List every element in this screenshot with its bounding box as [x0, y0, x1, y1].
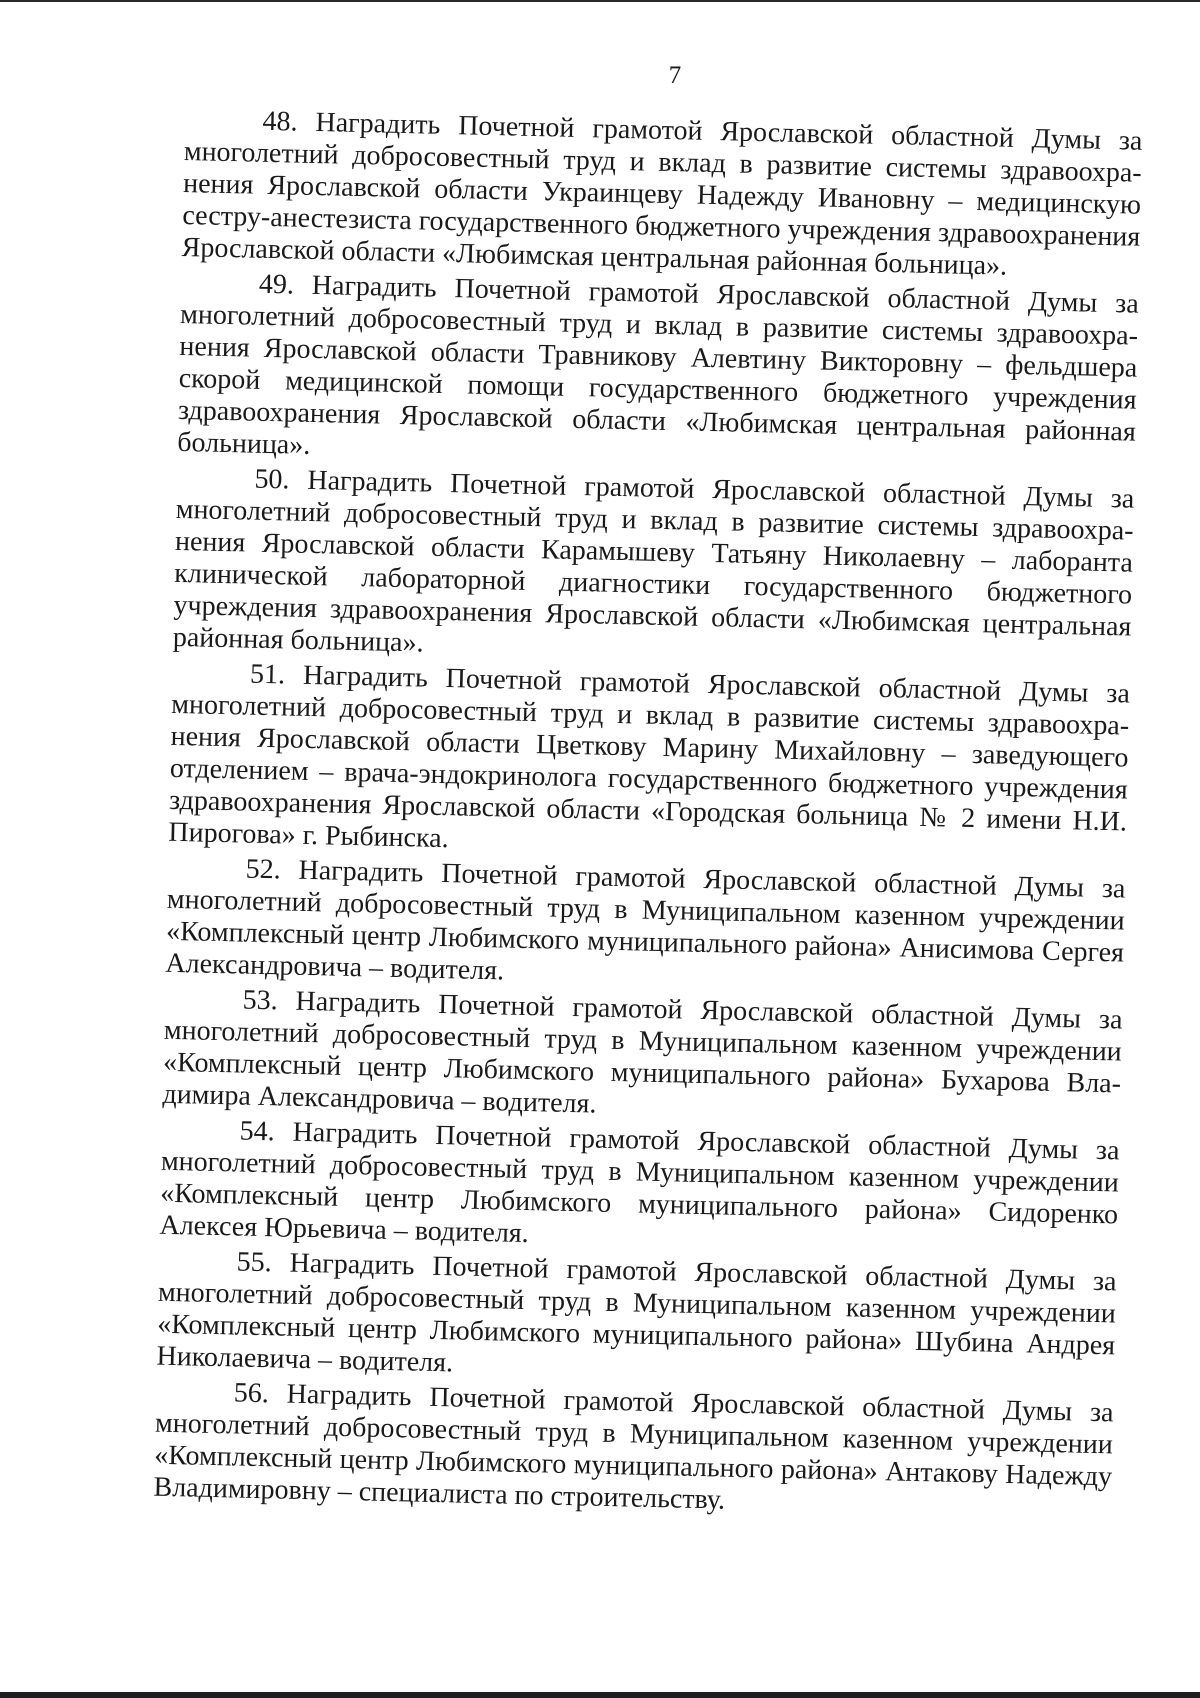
paragraph-55: 55. Наградить Почетной грамотой Ярославской областной Думы за многолетний добросовестный труд в Муниципальном казенном учреждении «Комплексный центр Любимского муниципального района» Шубина Андрея Николаевича – водителя. — [156, 1246, 1117, 1379]
scan-edge-bottom — [0, 1692, 1200, 1698]
paragraph-49: 49. Наградить Почетной грамотой Ярославской областной Думы за многолетний добросовестный труд и вклад в развитие системы здравоохранения Ярославской области Травникову Алевтину Викторовну – фельдшера скорой медицинской помощи государственного бюджетного учреждения здравоохранения Ярославской области «Любимская центральная районная больница». — [176, 268, 1140, 461]
paragraph-52: 52. Наградить Почетной грамотой Ярославской областной Думы за многолетний добросовестный труд в Муниципальном казенном учреждении «Комплексный центр Любимского муниципального района» Анисимова Сергея Александровича – водителя. — [165, 853, 1126, 987]
paragraph-48: 48. Наградить Почетной грамотой Ярославской областной Думы за многолетний добросовестный труд и вклад в развитие системы здравоохранения Ярославской области Украинцеву Надежду Ивановну – медицинскую сестру-анестезиста государственного бюджетного учреждения здравоохранения Ярославской области «Любимская центральная районная больница». — [181, 105, 1143, 282]
paragraph-54: 54. Наградить Почетной грамотой Ярославской областной Думы за многолетний добросовестный труд в Муниципальном казенном учреждении «Комплексный центр Любимского муниципального района» Сидоренко Алексея Юрьевича – водителя. — [159, 1115, 1120, 1250]
document-body — [153, 104, 1143, 1528]
scan-edge-top — [0, 0, 1200, 2]
paragraph-53: 53. Наградить Почетной грамотой Ярославской областной Думы за многолетний добросовестный труд в Муниципальном казенном учреждении «Комплексный центр Любимского муниципального района» Бухарова Владимира Александровича – водителя. — [162, 984, 1123, 1120]
paragraph-51: 51. Наградить Почетной грамотой Ярославской областной Думы за многолетний добросовестный труд и вклад в развитие системы здравоохранения Ярославской области Цветкову Марину Михайловну – заведующего отделением – врача-эндокринолога государственного бюджетного учреждения здравоохранения Ярославской области «Городская больница № 2 имени Н.И. Пирогова» г. Рыбинска. — [168, 658, 1131, 855]
page-number: 7 — [668, 62, 682, 89]
paragraph-50: 50. Наградить Почетной грамотой Ярославской областной Думы за многолетний добросовестный труд и вклад в развитие системы здравоохранения Ярославской области Карамышеву Татьяну Николаевну – лаборанта клинической лабораторной диагностики государственного бюджетного учреждения здравоохранения Ярославской области «Любимская центральная районная больница». — [172, 463, 1135, 659]
paragraph-56: 56. Наградить Почетной грамотой Ярославской областной Думы за многолетний добросовестный труд в Муниципальном казенном учреждении «Комплексный центр Любимского муниципального района» Антакову Надежду Владимировну – специалиста по строительству. — [153, 1377, 1114, 1516]
